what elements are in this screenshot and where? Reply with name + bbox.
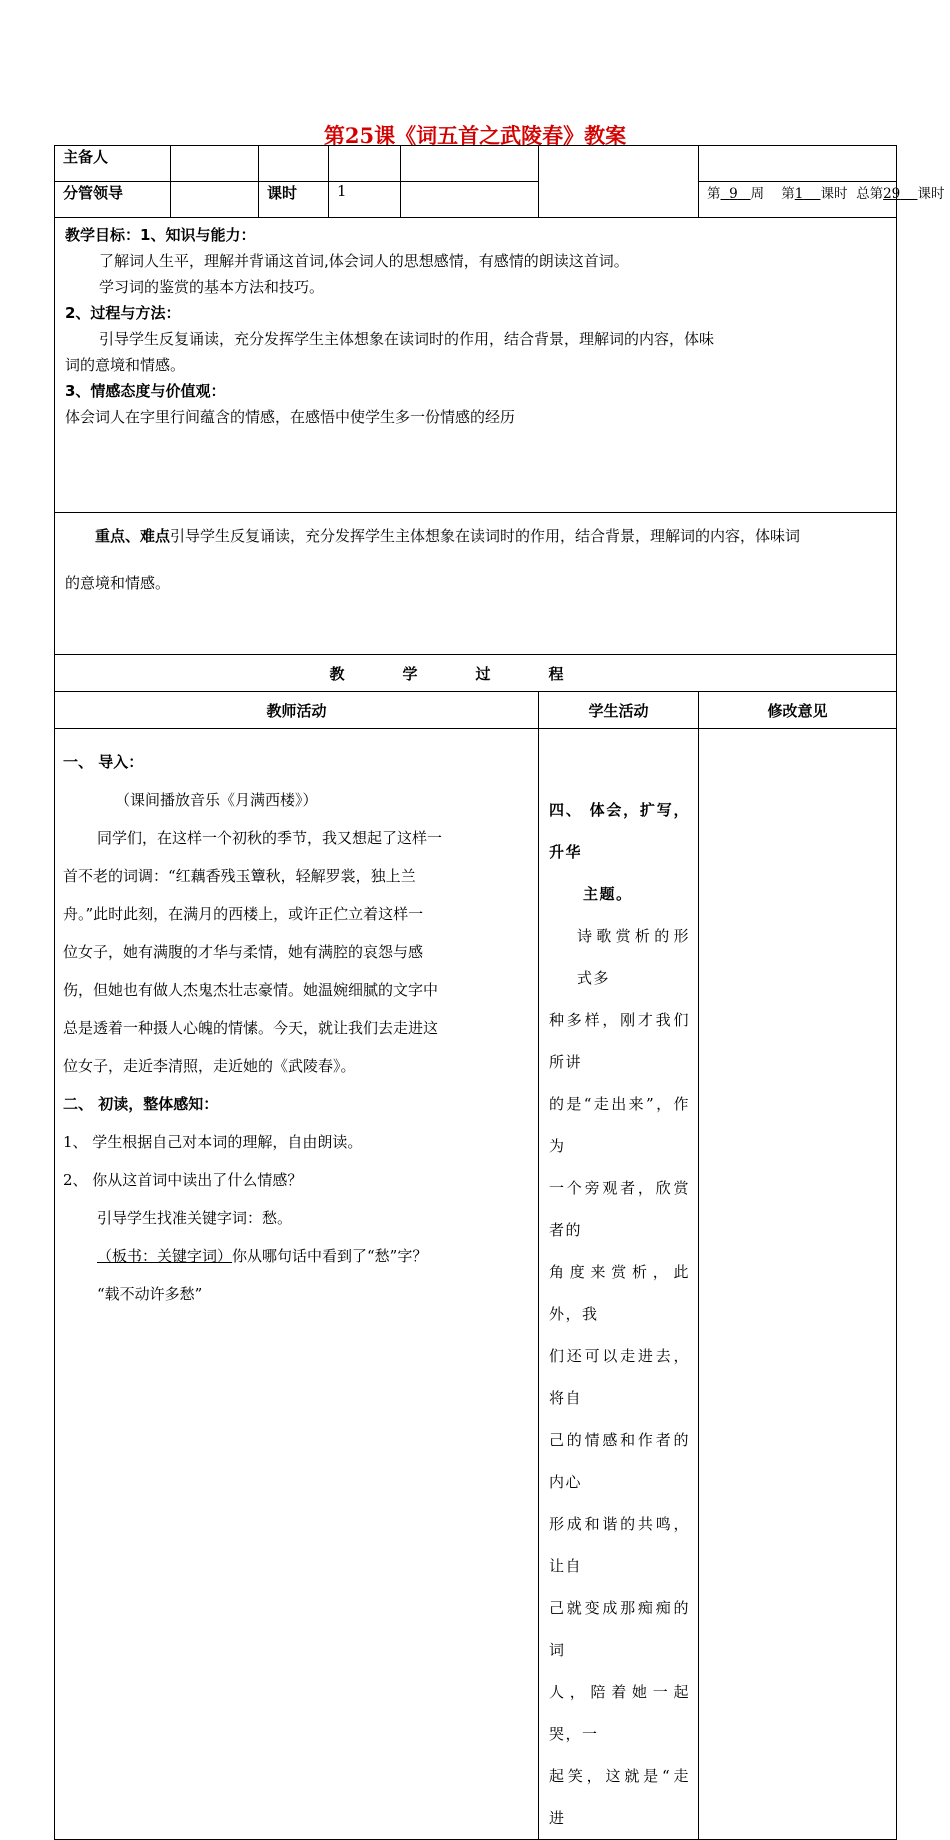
section-intro: 一、 导入：: [63, 753, 144, 771]
student-line: 形成和谐的共鸣，让自: [549, 1515, 690, 1575]
blank-cell: [401, 146, 539, 182]
teacher-line: 2、 你从这首词中读出了什么情感？: [63, 1171, 303, 1189]
blank-cell: [539, 146, 699, 218]
teaching-goals: [55, 218, 897, 513]
lesson-suffix: 课时: [820, 186, 848, 202]
total-suffix: 课时: [917, 186, 945, 202]
blank-cell: [401, 182, 539, 218]
board-note: （板书：关键字词）: [97, 1247, 233, 1265]
goals-line: 了解词人生平，理解并背诵这首词,体会词人的思想感情，有感情的朗读这首词。: [99, 252, 629, 270]
blank-cell: [699, 146, 897, 182]
process-heading: 教学过程: [55, 655, 897, 692]
key-points-text: 的意境和情感。: [65, 574, 171, 592]
teacher-line: 1、 学生根据自己对本词的理解，自由朗读。: [63, 1133, 363, 1151]
student-line: 们还可以走进去，将自: [549, 1347, 690, 1407]
schedule-info: [699, 182, 945, 218]
period-value: 1: [329, 182, 401, 218]
student-line: 己的情感和作者的内心: [549, 1431, 690, 1491]
blank-cell: [329, 146, 401, 182]
goals-heading-3: 3、情感态度与价值观：: [65, 382, 226, 400]
lesson-prefix: 第: [781, 186, 795, 202]
total-value: 29: [883, 186, 901, 202]
teacher-line: 位女子，她有满腹的才华与柔情，她有满腔的哀怨与感: [63, 943, 424, 961]
key-points-label: 重点、难点: [95, 527, 171, 545]
teacher-line: 伤，但她也有做人杰鬼杰壮志豪情。她温婉细腻的文字中: [63, 981, 439, 999]
teacher-line: 总是透着一种摄人心魄的情愫。今天，就让我们去走进这: [63, 1019, 439, 1037]
teacher-line: “载不动许多愁”: [97, 1285, 203, 1303]
main-preparer-label: 主备人: [55, 146, 171, 182]
teacher-line: 首不老的词调：“红藕香残玉簟秋，轻解罗裳，独上兰: [63, 867, 416, 885]
teacher-line: 引导学生找准关键字词：愁。: [97, 1209, 293, 1227]
student-line: 一个旁观者，欣赏者的: [549, 1179, 690, 1239]
teacher-line: （课间播放音乐《月满西楼》）: [115, 791, 318, 809]
goals-heading-1: 教学目标：1、知识与能力：: [65, 226, 256, 244]
student-line: 诗歌赏析的形式多: [577, 927, 690, 987]
teacher-line: 同学们，在这样一个初秋的季节，我又想起了这样一: [97, 829, 443, 847]
teacher-activity: [55, 729, 539, 1840]
teacher-line: 舟。”此时此刻，在满月的西楼上，或许正伫立着这样一: [63, 905, 424, 923]
student-activity-header: 学生活动: [539, 692, 699, 729]
period-label: 课时: [259, 182, 329, 218]
lesson-value: 1: [794, 186, 804, 202]
page-title: 第25课《词五首之武陵春》教案: [323, 123, 627, 148]
goals-heading-2: 2、过程与方法：: [65, 304, 181, 322]
student-activity: [539, 729, 699, 1840]
goals-line: 词的意境和情感。: [65, 356, 186, 374]
total-prefix: 总第: [856, 186, 884, 202]
student-heading: 主题。: [583, 885, 633, 903]
teacher-activity-header: 教师活动: [55, 692, 539, 729]
leader-label: 分管领导: [55, 182, 171, 218]
goals-line: 学习词的鉴赏的基本方法和技巧。: [99, 278, 325, 296]
student-line: 种多样，刚才我们所讲: [549, 1011, 690, 1071]
goals-line: 体会词人在字里行间蕴含的情感，在感悟中使学生多一份情感的经历: [65, 408, 516, 426]
student-line: 起笑，这就是“走进: [549, 1767, 690, 1827]
blank-cell: [259, 146, 329, 182]
student-heading: 四、 体会，扩写，升华: [549, 801, 690, 861]
lesson-plan-table: [54, 145, 945, 1840]
week-value: 9: [729, 186, 738, 202]
main-preparer-value: [171, 146, 259, 182]
key-points-text: 引导学生反复诵读，充分发挥学生主体想象在读词时的作用，结合背景，理解词的内容，体味词: [170, 527, 801, 545]
goals-line: 引导学生反复诵读，充分发挥学生主体想象在读词时的作用，结合背景，理解词的内容，体味: [99, 330, 715, 348]
week-suffix: 周: [750, 186, 765, 202]
student-line: 人，陪着她一起哭，一: [549, 1683, 690, 1743]
key-points: [55, 513, 897, 655]
leader-value: [171, 182, 259, 218]
section-first-reading: 二、 初读，整体感知：: [63, 1095, 219, 1113]
student-line: 的是“走出来”，作为: [549, 1095, 690, 1155]
student-line: 角度来赏析，此外，我: [549, 1263, 690, 1323]
teacher-line: 位女子，走近李清照，走近她的《武陵春》。: [63, 1057, 356, 1075]
revision-header: 修改意见: [699, 692, 897, 729]
week-prefix: 第: [707, 186, 721, 202]
student-line: 己就变成那痴痴的词: [549, 1599, 690, 1659]
revision-notes: [699, 729, 897, 1840]
teacher-line: 你从哪句话中看到了“愁”字？: [232, 1247, 428, 1265]
